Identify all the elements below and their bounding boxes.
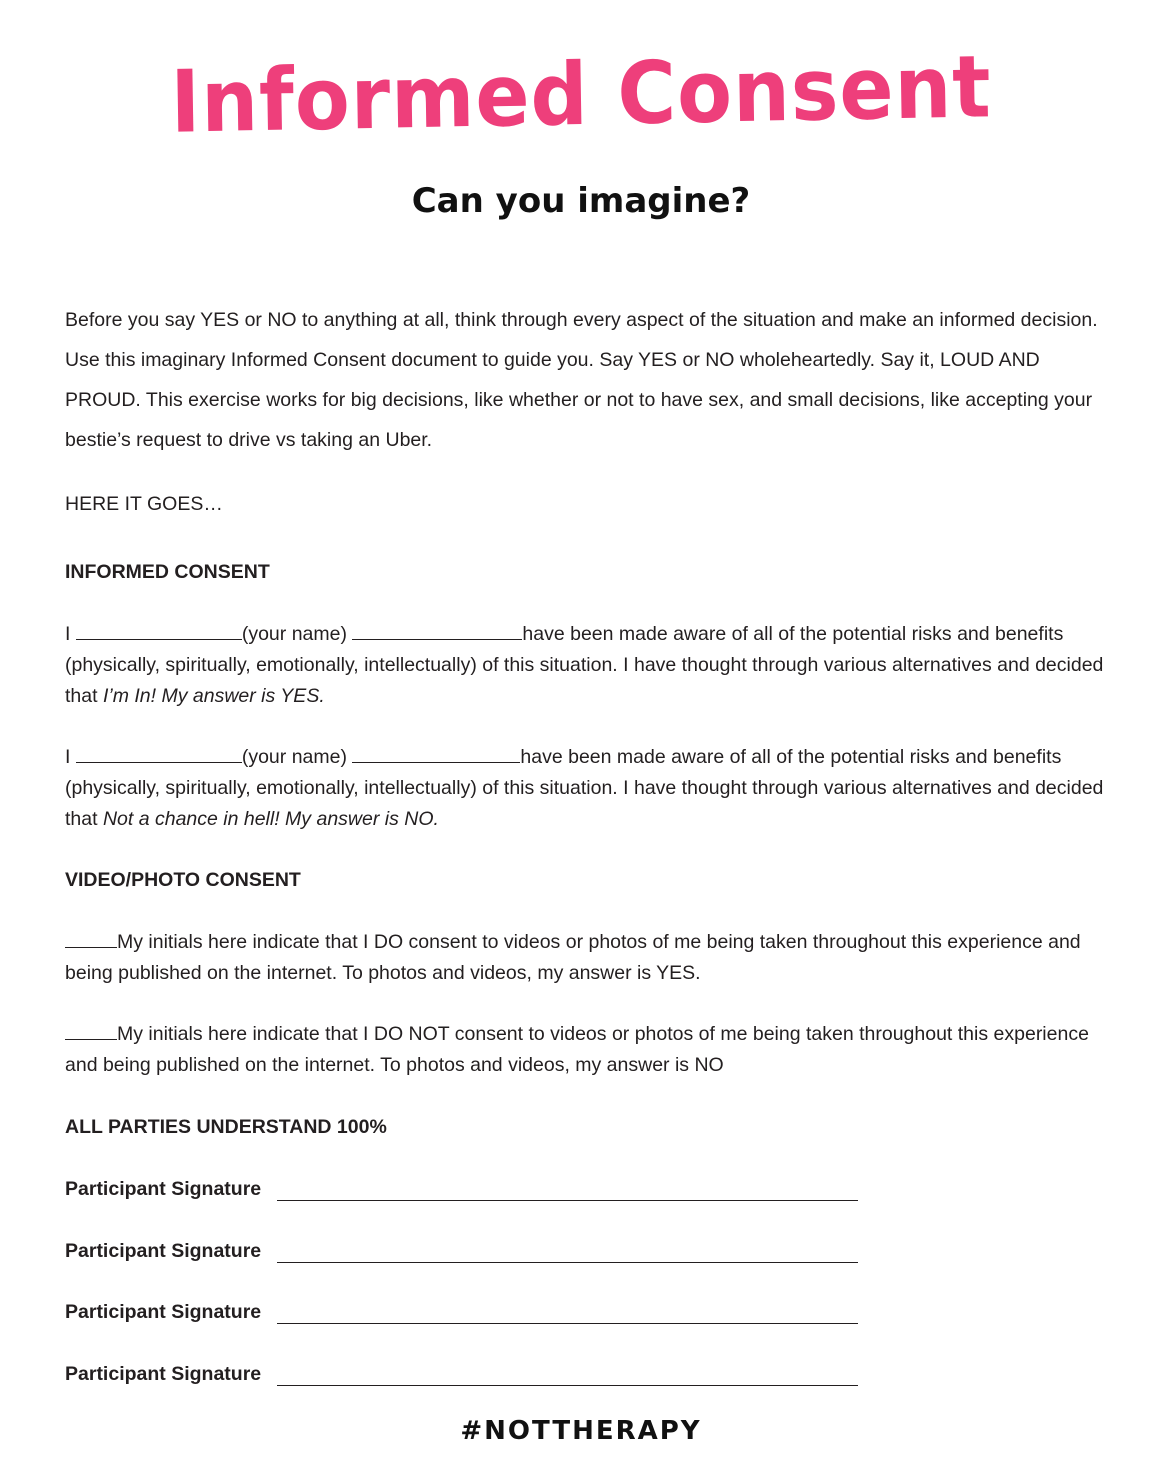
consent-no-your-name: (your name) [241, 746, 353, 768]
consent-yes-prefix: I [65, 623, 76, 645]
signature-label: Participant Signature [65, 1363, 262, 1385]
signature-line[interactable] [277, 1262, 858, 1263]
signature-label: Participant Signature [65, 1240, 262, 1262]
consent-yes-your-name: (your name) [241, 623, 353, 645]
signature-label: Participant Signature [65, 1178, 262, 1200]
consent-no-answer: Not a chance in hell! My answer is NO. [102, 808, 439, 830]
page-title: Informed Consent [169, 37, 993, 153]
video-consent-yes-paragraph [65, 927, 1105, 989]
signature-line[interactable] [277, 1323, 858, 1324]
signature-line[interactable] [277, 1200, 858, 1201]
name-blank-field-2[interactable] [352, 620, 522, 640]
all-parties-heading: ALL PARTIES UNDERSTAND 100% [65, 1116, 387, 1138]
video-photo-consent-heading: VIDEO/PHOTO CONSENT [65, 869, 301, 891]
consent-no-body: have been made aware of all of the potential risks and benefits (physically, spiritually, emotionally, intellectually) of this situation. I have thought through various alternatives and decided that [65, 746, 1104, 830]
signature-row [65, 1359, 865, 1390]
name-blank-field-4[interactable] [352, 743, 520, 763]
consent-yes-paragraph [65, 619, 1105, 712]
video-consent-no-text: My initials here indicate that I DO NOT consent to videos or photos of me being taken throughout this experience and being published on the internet. To photos and videos, my answer is NO [65, 1023, 1089, 1076]
signature-row [65, 1297, 865, 1328]
signature-label: Participant Signature [65, 1301, 262, 1323]
informed-consent-heading: INFORMED CONSENT [65, 561, 270, 583]
intro-paragraph: Before you say YES or NO to anything at all, think through every aspect of the situation and make an informed decision. Use this imaginary Informed Consent document to guide you. Say YES or NO wholeheartedly. Say it, LOUD AND PROUD. This exercise works for big decisions, like whether or not to have sex, and small decisions, like accepting your bestie’s request to drive vs taking an Uber. [65, 309, 1098, 451]
footer-hashtag: #NOTTHERAPY [460, 1416, 702, 1446]
consent-yes-body: have been made aware of all of the potential risks and benefits (physically, spiritually, emotionally, intellectually) of this situation. I have thought through various alternatives and decided that [65, 623, 1104, 707]
signature-row [65, 1236, 865, 1267]
signature-row [65, 1174, 865, 1205]
consent-no-prefix: I [65, 746, 76, 768]
here-it-goes-text: HERE IT GOES… [65, 493, 223, 515]
signature-line[interactable] [277, 1385, 858, 1386]
name-blank-field[interactable] [76, 620, 242, 640]
initials-blank-field-2[interactable] [65, 1020, 117, 1040]
video-consent-yes-text: My initials here indicate that I DO consent to videos or photos of me being taken throughout this experience and being published on the internet. To photos and videos, my answer is YES. [65, 931, 1081, 984]
name-blank-field-3[interactable] [76, 743, 242, 763]
consent-no-paragraph [65, 742, 1105, 835]
initials-blank-field[interactable] [65, 928, 117, 948]
consent-yes-answer: I’m In! My answer is YES. [102, 685, 325, 707]
page-subtitle: Can you imagine? [411, 181, 751, 221]
video-consent-no-paragraph [65, 1019, 1105, 1081]
